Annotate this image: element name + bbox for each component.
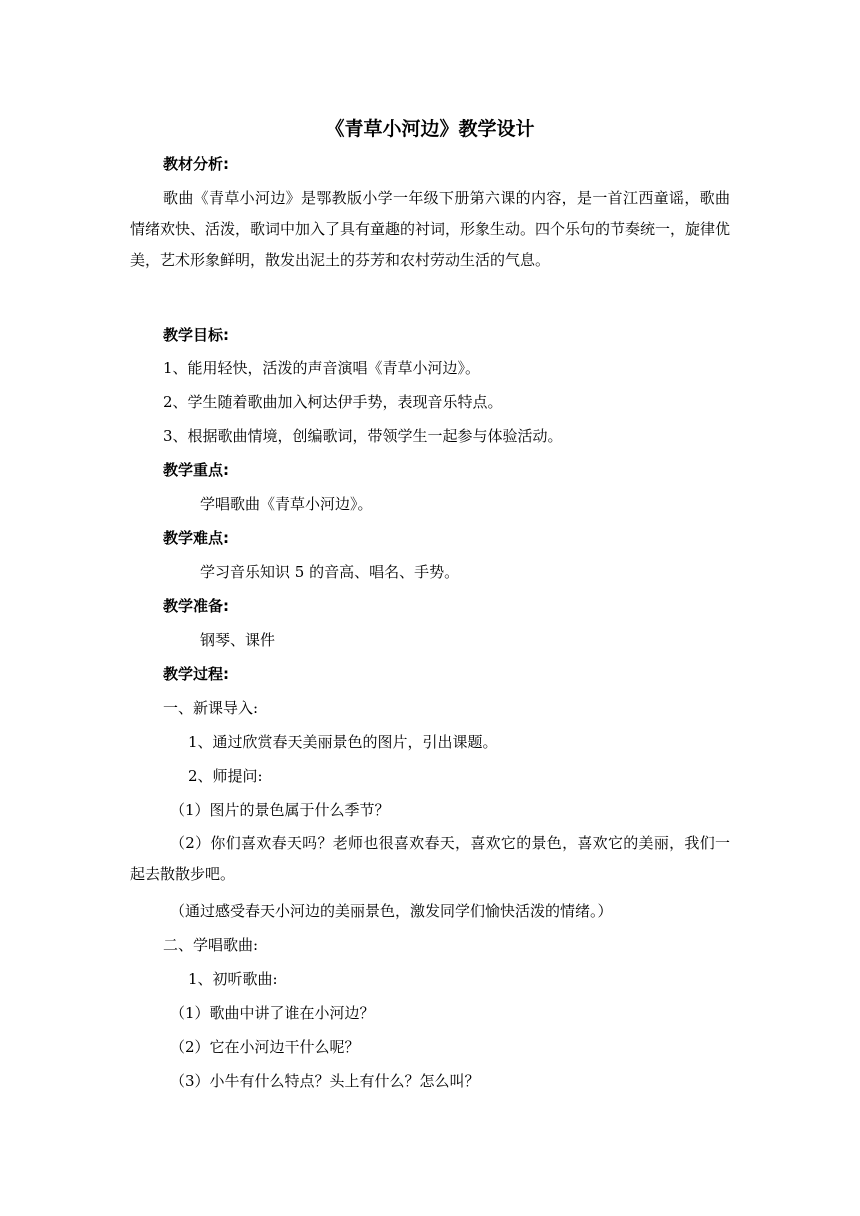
objective-item-3: 3、根据歌曲情境，创编歌词，带领学生一起参与体验活动。 [163,427,563,445]
difficulty-text: 学习音乐知识 5 的音高、唱名、手势。 [200,563,460,581]
part1-title: 一、新课导入: [163,699,259,717]
part2-question-1: （1）歌曲中讲了谁在小河边？ [170,1004,375,1022]
part2-step1: 1、初听歌曲: [188,970,278,988]
preparation-heading: 教学准备: [163,597,229,615]
part1-step1: 1、通过欣赏春天美丽景色的图片，引出课题。 [188,733,498,751]
objective-item-2: 2、学生随着歌曲加入柯达伊手势，表现音乐特点。 [163,393,503,411]
objective-item-1: 1、能用轻快，活泼的声音演唱《青草小河边》。 [163,359,481,377]
preparation-text: 钢琴、课件 [200,631,276,649]
part2-title: 二、学唱歌曲: [163,936,259,954]
analysis-paragraph: 歌曲《青草小河边》是鄂教版小学一年级下册第六课的内容，是一首江西童谣，歌曲情绪欢快、活泼，歌词中加入了具有童趣的衬词，形象生动。四个乐句的节奏统一，旋律优美，艺术形象鲜明，散发出泥土的芬芳和农村劳动生活的气息。 [130,189,731,269]
analysis-heading: 教材分析: [163,155,229,173]
process-heading: 教学过程: [163,665,229,683]
part1-question-1: （1）图片的景色属于什么季节？ [170,801,390,819]
part1-note: （通过感受春天小河边的美丽景色，激发同学们愉快活泼的情绪。） [170,902,613,920]
objectives-heading: 教学目标: [163,326,229,344]
part1-step2: 2、师提问: [188,767,263,785]
part2-question-3: （3）小牛有什么特点？头上有什么？怎么叫？ [170,1072,480,1090]
part2-question-2: （2）它在小河边干什么呢？ [170,1038,360,1056]
part1-question-2: （2）你们喜欢春天吗？老师也很喜欢春天，喜欢它的景色，喜欢它的美丽，我们一起去散散步吧。 [130,834,730,883]
key-point-heading: 教学重点: [163,461,229,479]
document-title: 《青草小河边》教学设计 [325,118,535,140]
difficulty-heading: 教学难点: [163,529,229,547]
key-point-text: 学唱歌曲《青草小河边》。 [200,495,373,513]
